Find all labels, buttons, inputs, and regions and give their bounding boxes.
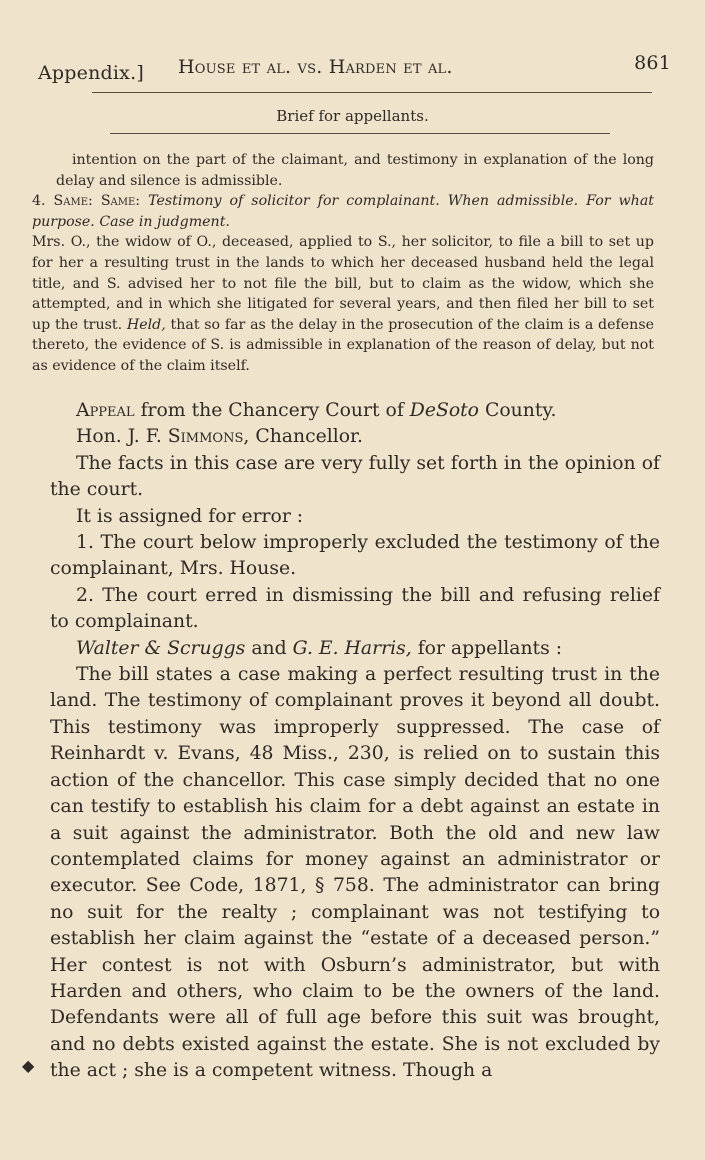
headnote-body: [32, 232, 654, 376]
appeal-county-suffix: County.: [484, 400, 557, 421]
margin-bullet-icon: ◆: [22, 1056, 35, 1075]
chancellor-prefix: Hon. J. F.: [76, 426, 162, 448]
chancellor-title: Chancellor.: [255, 426, 363, 448]
counsel-first: Walter & Scruggs: [76, 637, 246, 659]
argument-paragraph: The bill states a case making a perfect resulting trust in the land. The testimony of complainant proves it beyond all doubt. This testimony was improperly suppressed. The case of Reinhardt v. Evans, 48 Miss., 230, is relied on to sustain this action of the chancellor. This case simply decided that no one can testify to establish his claim for a debt against an estate in a suit against the administrator. Both the old and new law contemplated claims for money against an administrator or executor. See Code, 1871, § 758. The administrator can bring no suit for the realty ; complainant was not testifying to establish her claim against the “estate of a deceased person.” Her contest is not with Osburn’s administrator, but with Harden and others, who claim to be the owners of the land. Defendants were all of full age before this suit was brought, and no debts existed against the estate. She is not excluded by the act ; she is a competent witness. Though a: [50, 664, 660, 1082]
error-1: 1. The court below improperly excluded the testimony of the complainant, Mrs. House.: [50, 532, 660, 580]
error-intro: It is assigned for error :: [76, 505, 304, 527]
appeal-word: Appeal: [76, 400, 135, 421]
appeal-text: from the Chancery Court of: [140, 400, 404, 421]
headnote-same-2: Same:: [100, 193, 141, 210]
headnote-held-label: Held,: [126, 316, 166, 333]
headnote-body-text: Mrs. O., the widow of O., deceased, applied to S., her solicitor, to file a bill to set up for her a resulting trust in the lands to which her deceased husband held the legal title, and S. advised her to not file the bill, but to claim as the widow, which she attempted, and in which she litigated for several years, and then filed her bill to set up the trust.: [32, 234, 654, 333]
headnote: [32, 150, 655, 377]
brief-subheader: Brief for appellants.: [276, 107, 429, 125]
header-section: Appendix.]: [38, 62, 144, 84]
opinion-text: [50, 398, 660, 1085]
error-2: 2. The court erred in dismissing the bill and refusing relief to complainant.: [50, 584, 660, 633]
subheader-rule: [110, 133, 610, 134]
header-case-title: House et al. vs. Harden et al.: [178, 56, 453, 78]
counsel-role: for appellants :: [417, 637, 563, 659]
headnote-continuation: intention on the part of the claimant, and testimony in explanation of the long delay and silence is admissible.: [56, 152, 654, 189]
appeal-line: [50, 398, 660, 424]
counsel-and: and: [251, 637, 287, 659]
chancellor-name: Simmons,: [167, 426, 250, 448]
counsel-line: [50, 636, 660, 662]
headnote-same-1: Same:: [53, 193, 93, 210]
headnote-topic: Testimony of solicitor for complainant. When admissible. For what purpose. Case in judgment.: [32, 193, 654, 230]
appeal-county: DeSoto: [409, 400, 479, 421]
counsel-second: G. E. Harris,: [292, 637, 412, 659]
facts-paragraph: The facts in this case are very fully set forth in the opinion of the court.: [50, 452, 660, 501]
header-rule: [92, 92, 652, 93]
page-number: 861: [634, 52, 671, 74]
headnote-item-4: [32, 191, 654, 232]
headnote-held-text: that so far as the delay in the prosecution of the claim is a defense thereto, the evidence of S. is admissible in explanation of the reason of delay, but not as evidence of the claim itself.: [32, 316, 655, 374]
chancellor-line: [50, 424, 660, 450]
headnote-item-number: 4.: [32, 193, 46, 210]
